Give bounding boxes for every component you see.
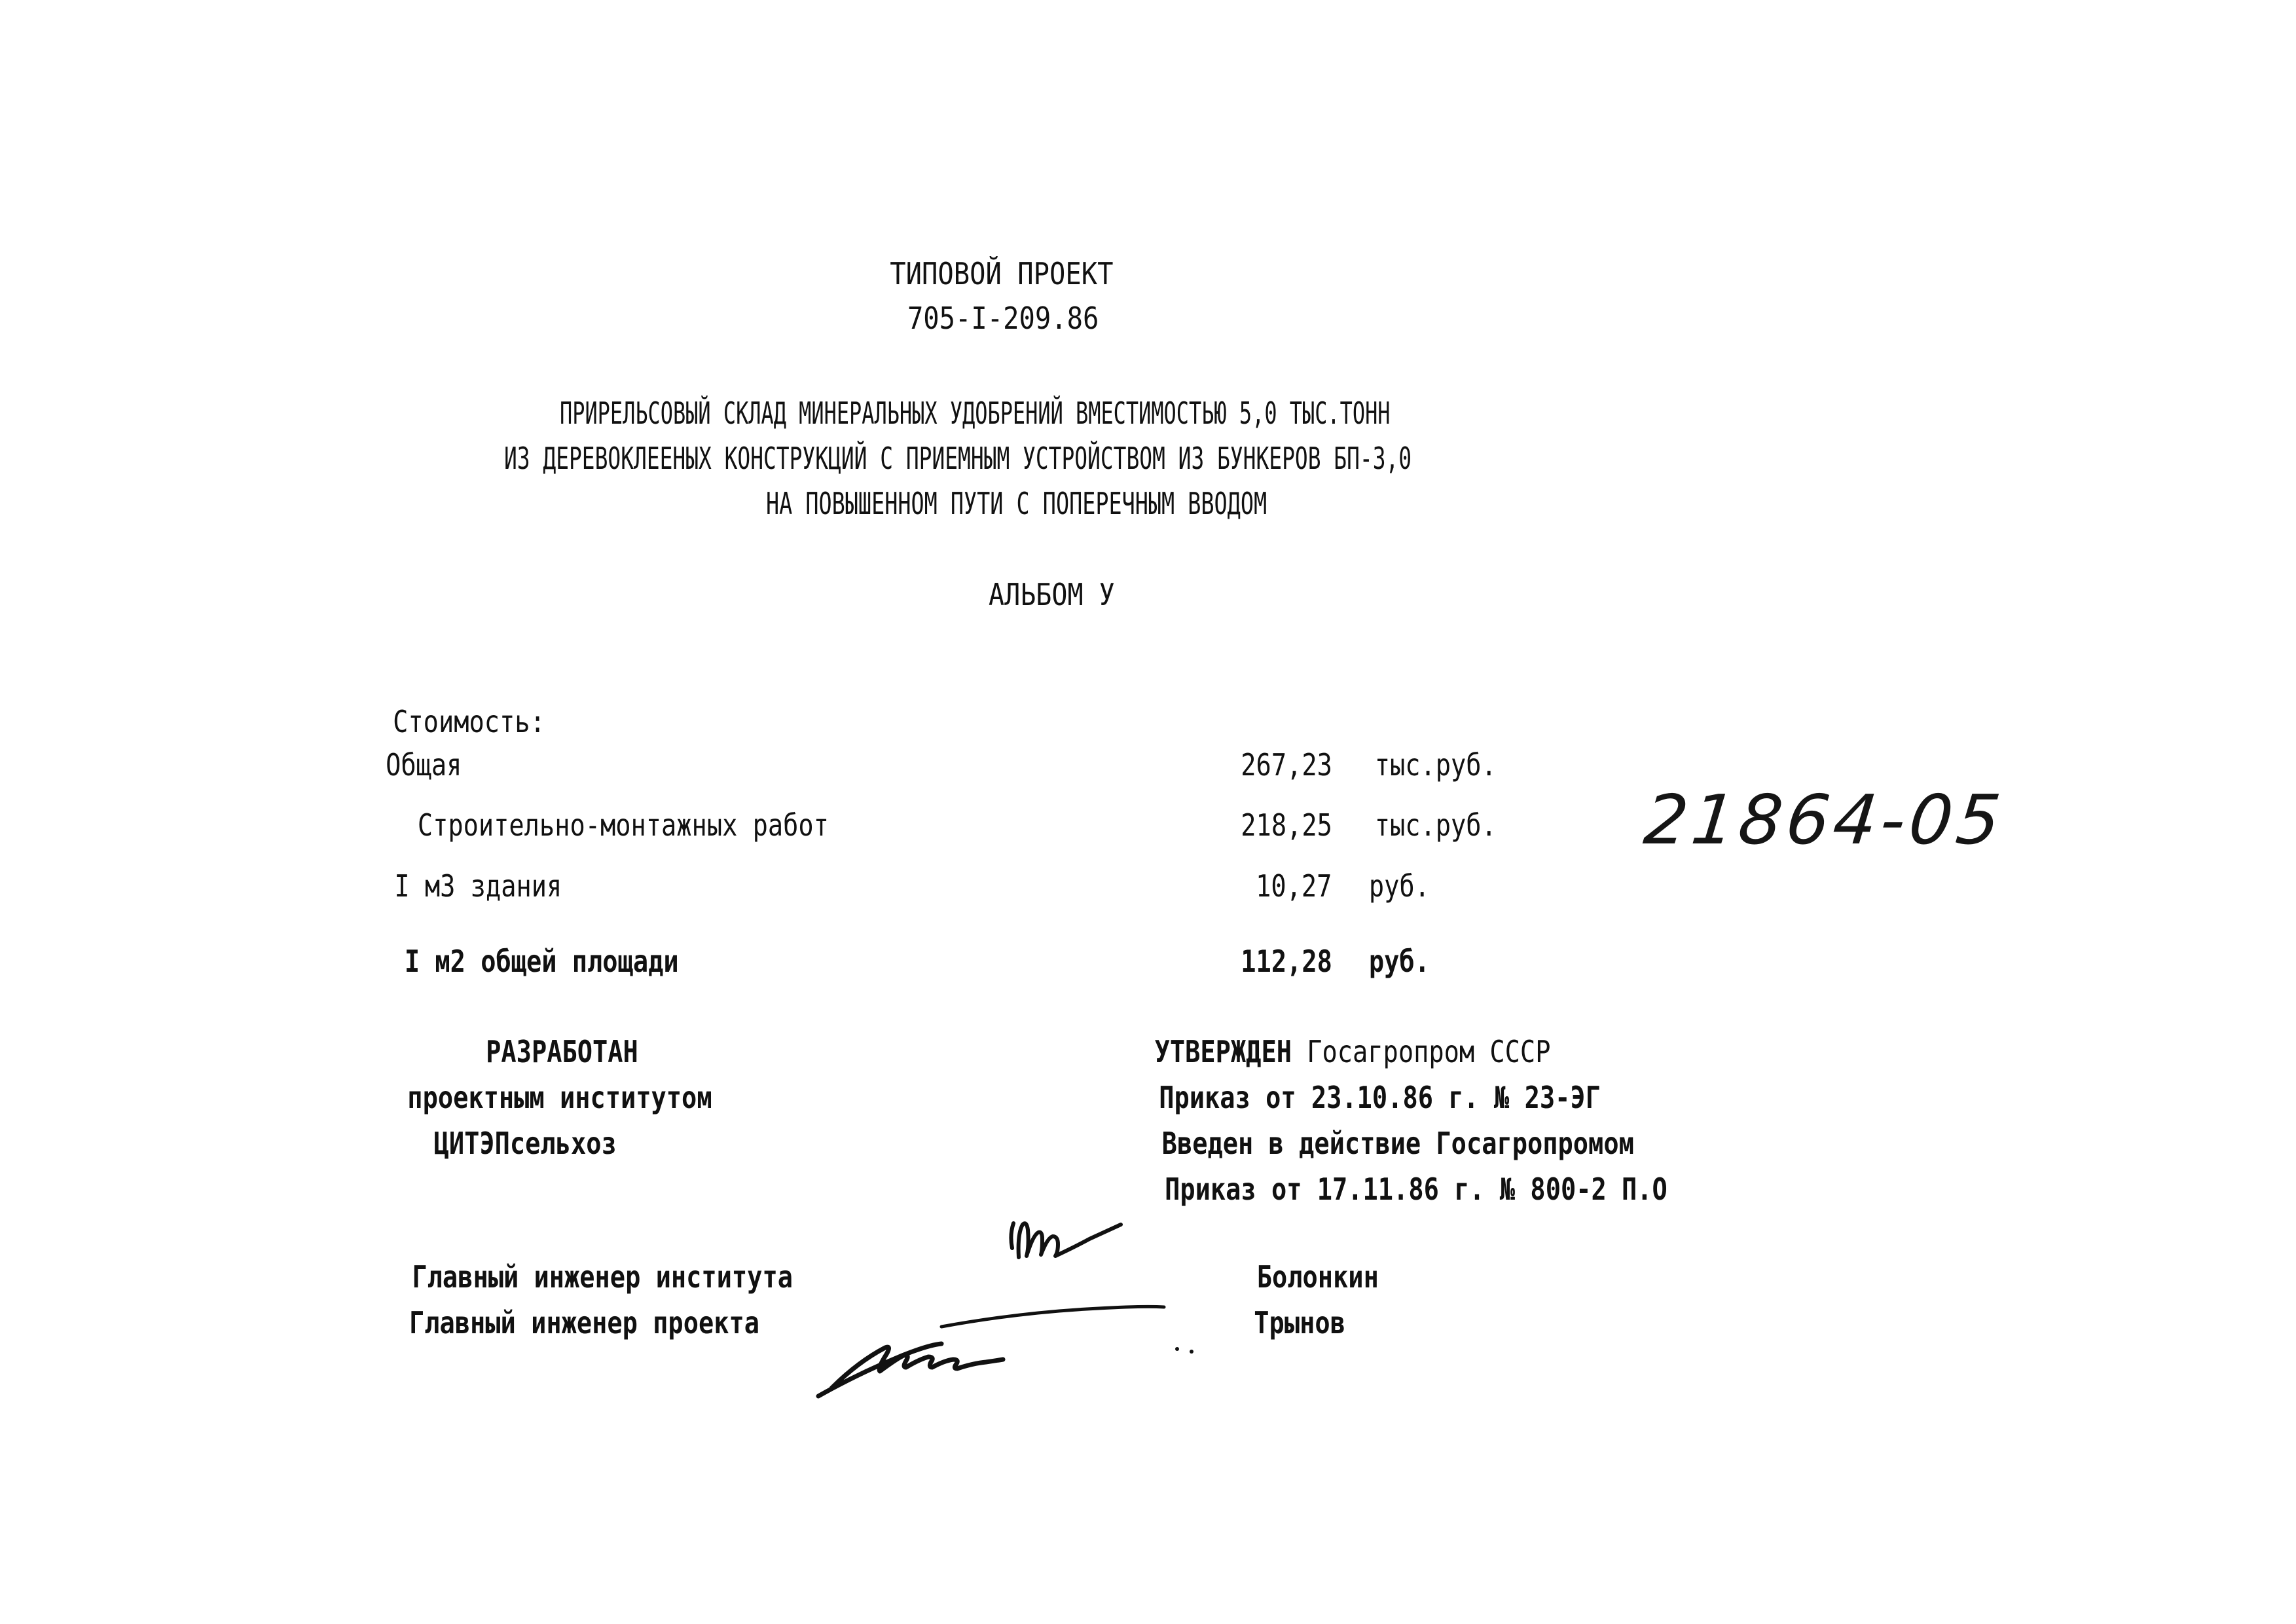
doc-type-label: ТИПОВОЙ ПРОЕКТ bbox=[890, 256, 1114, 291]
cost-row-value: 218,25 bbox=[1241, 807, 1332, 843]
developed-heading: РАЗРАБОТАН bbox=[486, 1034, 638, 1069]
cost-row-label: Общая bbox=[386, 747, 462, 783]
cost-row-label: I м3 здания bbox=[394, 868, 562, 904]
cost-row-label: I м2 общей площади bbox=[404, 944, 679, 979]
signature-name: Трынов bbox=[1254, 1305, 1345, 1340]
approved-enacted-order-line: Приказ от 17.11.86 г. № 800-2 П.О bbox=[1165, 1172, 1667, 1207]
signature-role: Главный инженер проекта bbox=[409, 1305, 760, 1340]
cost-row-unit: руб. bbox=[1368, 944, 1430, 979]
signature-role: Главный инженер института bbox=[412, 1259, 793, 1295]
cost-row-value: 112,28 bbox=[1241, 944, 1332, 979]
title-line-1: ПРИРЕЛЬСОВЫЙ СКЛАД МИНЕРАЛЬНЫХ УДОБРЕНИЙ ВМЕСТИМОСТЬЮ 5,0 ТЫС.ТОНН bbox=[560, 396, 1391, 431]
signature-flourish-line bbox=[941, 1306, 1164, 1327]
signature-dot bbox=[1175, 1347, 1179, 1351]
handwritten-stamp-number: 21864-05 bbox=[1640, 780, 2009, 860]
signature-name: Болонкин bbox=[1256, 1259, 1379, 1295]
title-line-3: НА ПОВЫШЕННОМ ПУТИ С ПОПЕРЕЧНЫМ ВВОДОМ bbox=[766, 486, 1267, 521]
approved-authority: Госагропром СССР bbox=[1307, 1034, 1551, 1069]
signature-mark-chief-engineer-institute bbox=[1011, 1223, 1121, 1257]
cost-row-label: Строительно-монтажных работ bbox=[417, 807, 829, 843]
album-label: АЛЬБОМ У bbox=[989, 577, 1115, 612]
cost-row-value: 267,23 bbox=[1241, 747, 1332, 783]
signature-mark-chief-engineer-project bbox=[818, 1344, 1003, 1396]
approved-enacted-line: Введен в действие Госагропромом bbox=[1161, 1126, 1634, 1161]
cost-row-unit: тыс.руб. bbox=[1374, 807, 1497, 843]
signature-dot bbox=[1190, 1350, 1194, 1354]
project-number: 705-I-209.86 bbox=[907, 301, 1099, 336]
title-line-2: ИЗ ДЕРЕВОКЛЕЕНЫХ КОНСТРУКЦИЙ С ПРИЕМНЫМ УСТРОЙСТВОМ ИЗ БУНКЕРОВ БП-3,0 bbox=[504, 441, 1412, 476]
developed-institute-name: ЦИТЭПсельхоз bbox=[433, 1126, 617, 1161]
approved-label: УТВЕРЖДЕН bbox=[1154, 1034, 1292, 1069]
cost-row-unit: руб. bbox=[1368, 868, 1430, 904]
approved-order-line: Приказ от 23.10.86 г. № 23-ЭГ bbox=[1159, 1080, 1601, 1115]
cost-heading: Стоимость: bbox=[393, 704, 545, 739]
cost-row-value: 10,27 bbox=[1256, 868, 1332, 904]
developed-institute-line: проектным институтом bbox=[407, 1080, 712, 1115]
cost-row-unit: тыс.руб. bbox=[1374, 747, 1497, 783]
